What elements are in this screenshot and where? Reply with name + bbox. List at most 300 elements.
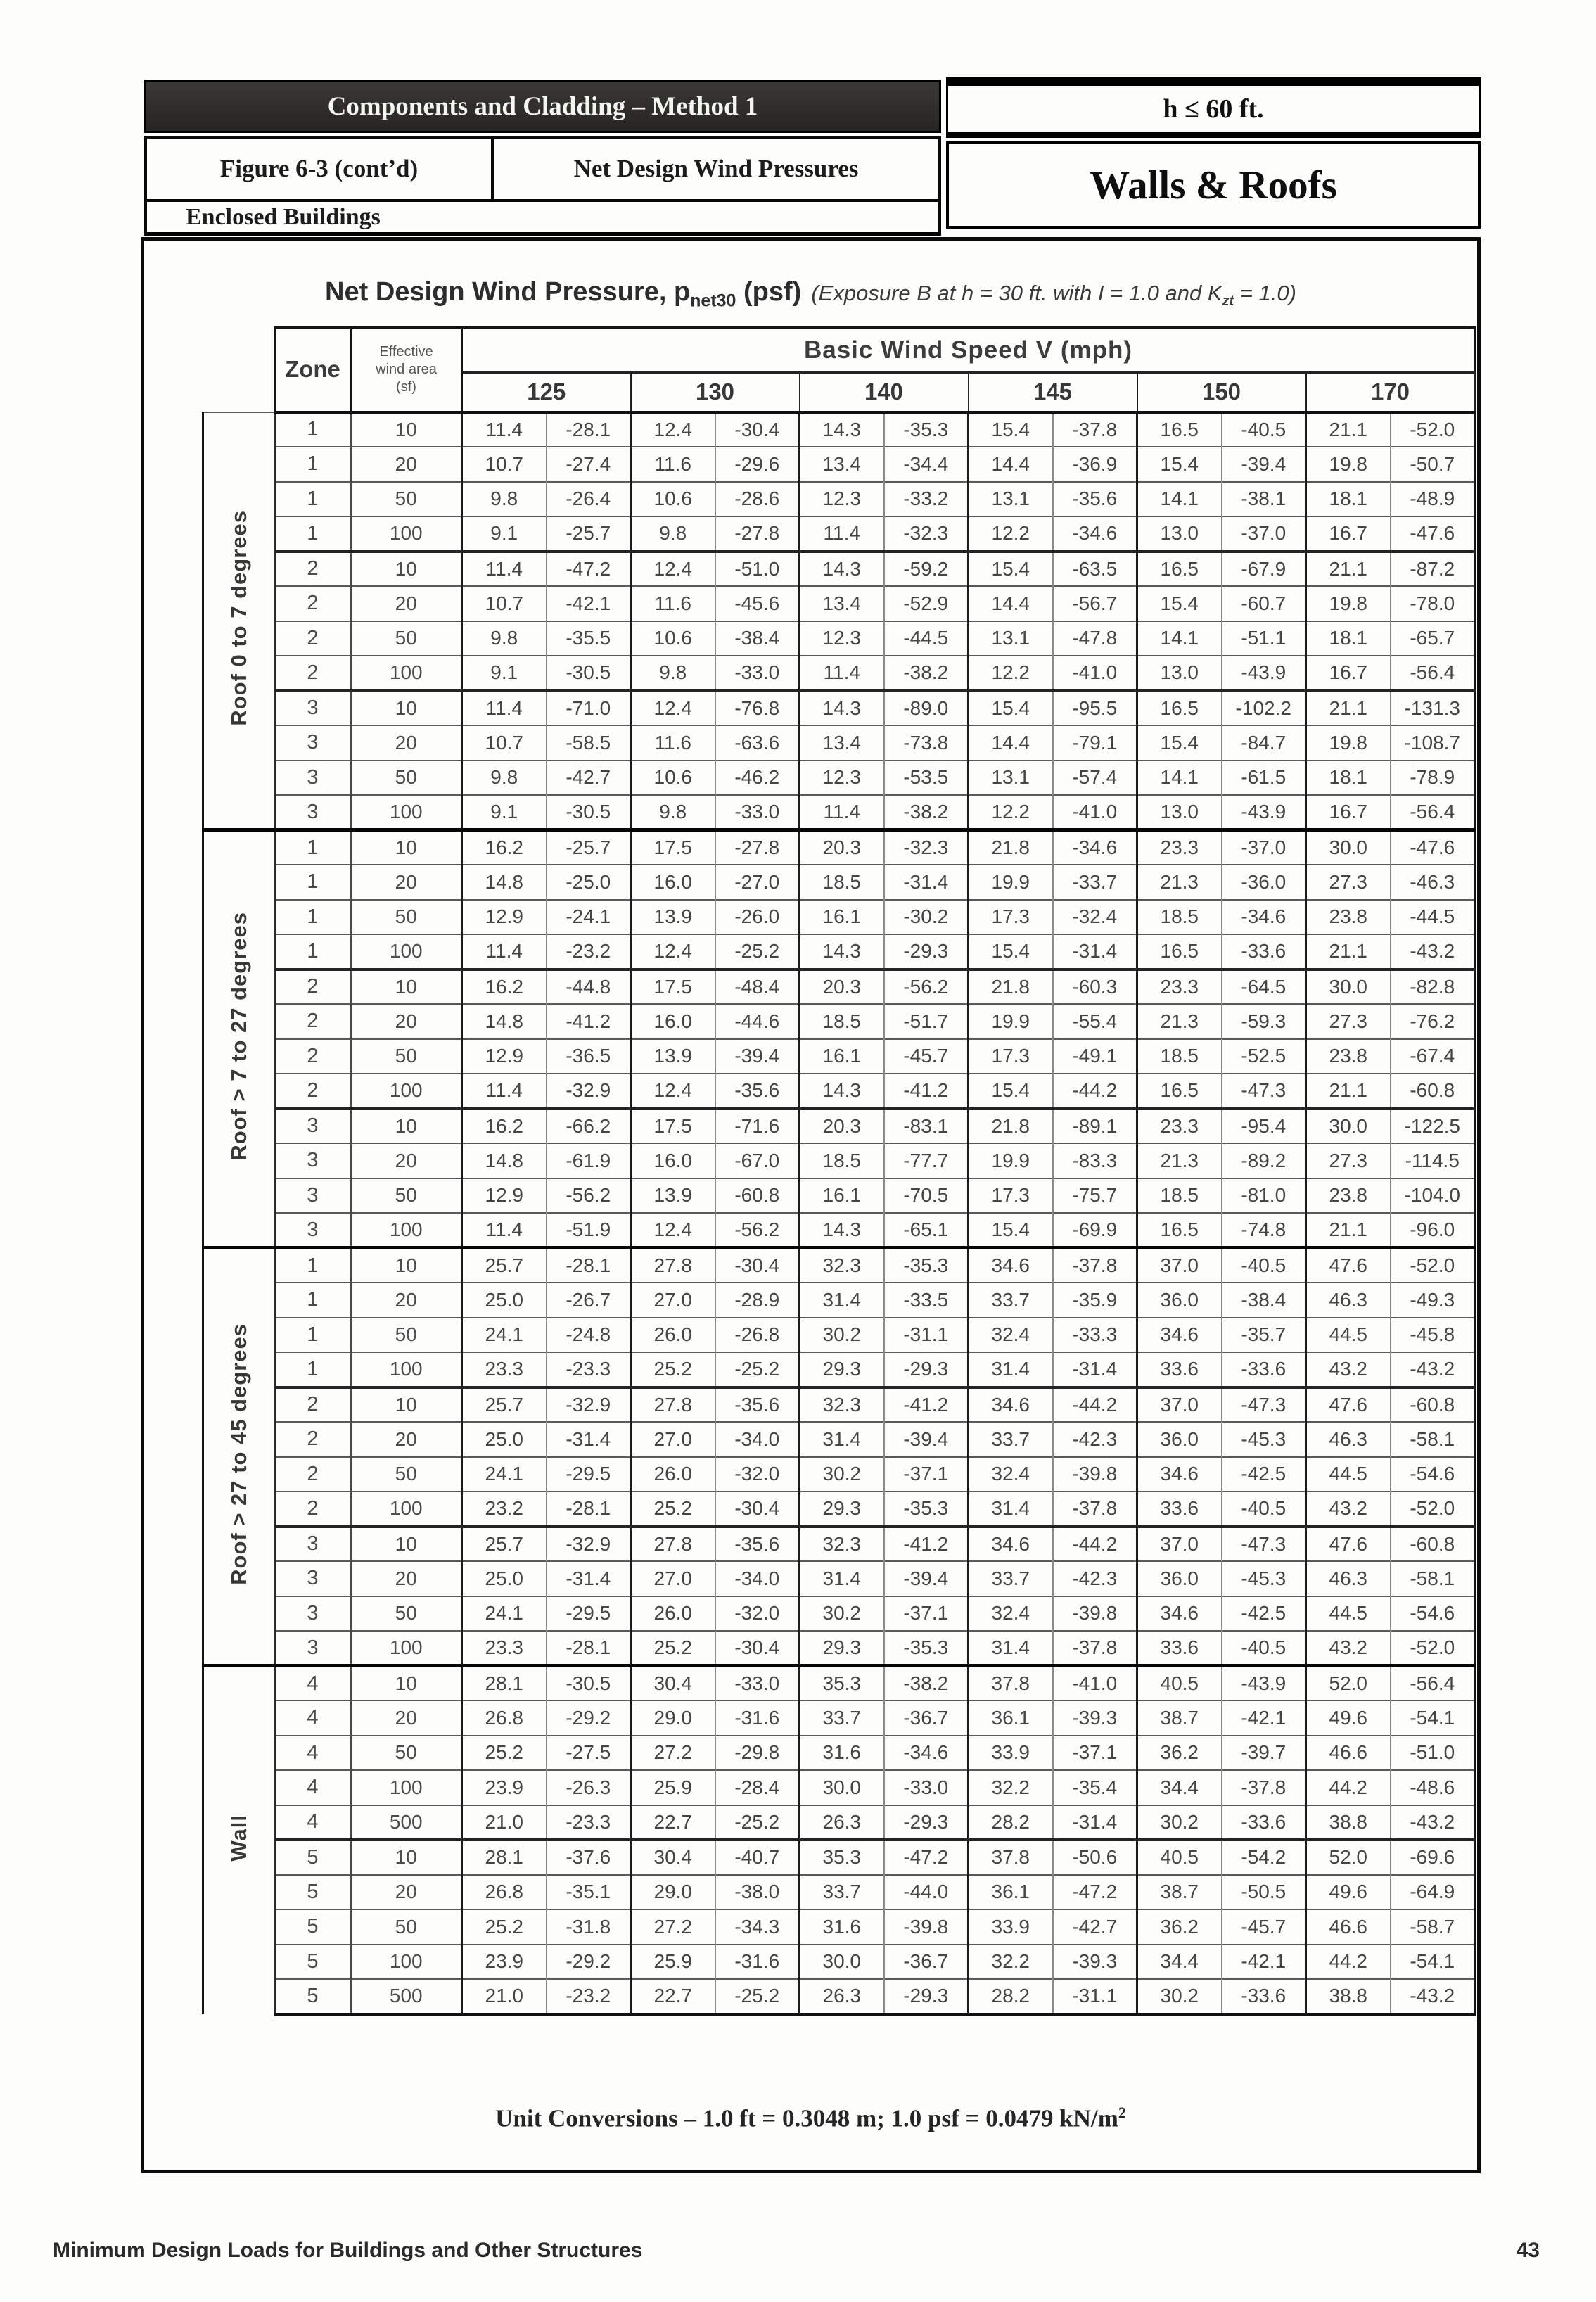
pressure-cell: -46.2 bbox=[715, 761, 800, 796]
pressure-cell: 32.2 bbox=[969, 1770, 1053, 1805]
pressure-cell: 21.1 bbox=[1306, 1074, 1391, 1109]
speed-125: 125 bbox=[462, 373, 631, 412]
pressure-cell: -34.4 bbox=[884, 447, 969, 482]
pressure-cell: -42.1 bbox=[1222, 1700, 1306, 1736]
area-cell: 50 bbox=[351, 1178, 462, 1214]
pressure-cell: 16.5 bbox=[1137, 1074, 1222, 1109]
pressure-cell: 15.4 bbox=[969, 1074, 1053, 1109]
table-row bbox=[203, 830, 1475, 865]
pressure-cell: -54.1 bbox=[1391, 1700, 1475, 1736]
area-cell: 500 bbox=[351, 1979, 462, 2014]
pressure-cell: -34.0 bbox=[715, 1422, 800, 1457]
area-cell: 20 bbox=[351, 1561, 462, 1596]
pressure-cell: -41.2 bbox=[547, 1004, 631, 1039]
pressure-cell: 36.0 bbox=[1137, 1422, 1222, 1457]
pressure-cell: -131.3 bbox=[1391, 691, 1475, 726]
pressure-cell: -30.5 bbox=[547, 1666, 631, 1701]
pressure-cell: 25.0 bbox=[462, 1422, 547, 1457]
pressure-cell: -29.6 bbox=[715, 447, 800, 482]
pressure-cell: -31.4 bbox=[1053, 934, 1137, 969]
table-row bbox=[203, 725, 1475, 761]
pressure-cell: -44.0 bbox=[884, 1875, 969, 1910]
pressure-cell: -89.2 bbox=[1222, 1143, 1306, 1178]
pressure-cell: 47.6 bbox=[1306, 1387, 1391, 1423]
pressure-cell: 22.7 bbox=[631, 1979, 715, 2014]
pressure-cell: 12.4 bbox=[631, 552, 715, 587]
pressure-cell: 23.3 bbox=[1137, 1109, 1222, 1144]
table-row bbox=[203, 1492, 1475, 1527]
pressure-cell: -102.2 bbox=[1222, 691, 1306, 726]
pressure-cell: 52.0 bbox=[1306, 1840, 1391, 1875]
pressure-cell: 31.4 bbox=[800, 1283, 884, 1318]
pressure-cell: 47.6 bbox=[1306, 1527, 1391, 1562]
pressure-cell: -35.6 bbox=[1053, 482, 1137, 517]
pressure-cell: 14.3 bbox=[800, 691, 884, 726]
pressure-cell: -28.6 bbox=[715, 482, 800, 517]
pressure-cell: -95.4 bbox=[1222, 1109, 1306, 1144]
pressure-cell: 16.7 bbox=[1306, 795, 1391, 830]
pressure-cell: -53.5 bbox=[884, 761, 969, 796]
pressure-cell: 21.8 bbox=[969, 830, 1053, 865]
zone-cell: 3 bbox=[275, 1596, 351, 1632]
pressure-cell: 23.8 bbox=[1306, 1039, 1391, 1074]
table-row bbox=[203, 865, 1475, 900]
pressure-cell: 37.8 bbox=[969, 1666, 1053, 1701]
pressure-cell: -47.6 bbox=[1391, 516, 1475, 552]
table-title-condition: (Exposure B at h = 30 ft. with I = 1.0 and $K_{zt} = 1.0$) bbox=[811, 281, 1296, 310]
pressure-cell: -35.6 bbox=[715, 1387, 800, 1423]
pressure-cell: -23.2 bbox=[547, 934, 631, 969]
pressure-cell: -33.7 bbox=[1053, 865, 1137, 900]
pressure-cell: 27.2 bbox=[631, 1736, 715, 1771]
pressure-cell: -48.6 bbox=[1391, 1770, 1475, 1805]
pressure-cell: -30.4 bbox=[715, 1492, 800, 1527]
area-cell: 100 bbox=[351, 1074, 462, 1109]
pressure-cell: -33.3 bbox=[1053, 1318, 1137, 1353]
pressure-cell: 13.1 bbox=[969, 482, 1053, 517]
pressure-cell: -37.0 bbox=[1222, 830, 1306, 865]
method-title: Components and Cladding – Method 1 bbox=[327, 91, 758, 121]
pressure-cell: -43.9 bbox=[1222, 1666, 1306, 1701]
pressure-cell: -34.6 bbox=[1053, 516, 1137, 552]
pressure-cell: -49.1 bbox=[1053, 1039, 1137, 1074]
pressure-cell: 15.4 bbox=[1137, 725, 1222, 761]
pressure-cell: -67.0 bbox=[715, 1143, 800, 1178]
pressure-cell: 33.6 bbox=[1137, 1492, 1222, 1527]
area-cell: 20 bbox=[351, 1143, 462, 1178]
pressure-cell: -30.4 bbox=[715, 1631, 800, 1666]
pressure-cell: -41.0 bbox=[1053, 656, 1137, 691]
pressure-cell: -63.5 bbox=[1053, 552, 1137, 587]
pressure-cell: 21.0 bbox=[462, 1805, 547, 1840]
zone-cell: 1 bbox=[275, 482, 351, 517]
pressure-cell: -47.2 bbox=[547, 552, 631, 587]
pressure-cell: -33.6 bbox=[1222, 1352, 1306, 1387]
pressure-cell: -60.8 bbox=[1391, 1387, 1475, 1423]
pressure-cell: 34.6 bbox=[969, 1387, 1053, 1423]
pressure-cell: 30.2 bbox=[1137, 1979, 1222, 2014]
table-title-subscript: net30 bbox=[690, 291, 736, 311]
pressure-cell: 21.3 bbox=[1137, 1004, 1222, 1039]
pressure-cell: 13.0 bbox=[1137, 516, 1222, 552]
area-cell: 50 bbox=[351, 482, 462, 517]
pressure-cell: -31.4 bbox=[547, 1422, 631, 1457]
pressure-cell: -34.0 bbox=[715, 1561, 800, 1596]
pressure-cell: -44.8 bbox=[547, 969, 631, 1005]
pressure-cell: -56.4 bbox=[1391, 795, 1475, 830]
table-row bbox=[203, 1875, 1475, 1910]
pressure-cell: 11.4 bbox=[462, 412, 547, 447]
section-label-text: Roof > 7 to 27 degrees bbox=[226, 912, 251, 1161]
pressure-cell: 28.1 bbox=[462, 1840, 547, 1875]
pressure-cell: -33.2 bbox=[884, 482, 969, 517]
pressure-cell: 15.4 bbox=[969, 552, 1053, 587]
pressure-cell: 9.1 bbox=[462, 795, 547, 830]
pressure-cell: -38.2 bbox=[884, 656, 969, 691]
pressure-cell: 13.0 bbox=[1137, 795, 1222, 830]
pressure-cell: 10.7 bbox=[462, 586, 547, 621]
pressure-cell: 28.2 bbox=[969, 1979, 1053, 2014]
pressure-cell: -29.3 bbox=[884, 1979, 969, 2014]
pressure-cell: 18.5 bbox=[1137, 1178, 1222, 1214]
pressure-cell: 18.1 bbox=[1306, 621, 1391, 656]
zone-cell: 5 bbox=[275, 1840, 351, 1875]
pressure-cell: -29.2 bbox=[547, 1945, 631, 1980]
pressure-cell: -69.6 bbox=[1391, 1840, 1475, 1875]
pressures-label-box bbox=[491, 136, 941, 202]
pressure-cell: 30.0 bbox=[800, 1770, 884, 1805]
pressure-cell: -25.0 bbox=[547, 865, 631, 900]
table-row bbox=[203, 1318, 1475, 1353]
pressure-cell: -33.5 bbox=[884, 1283, 969, 1318]
pressure-cell: 52.0 bbox=[1306, 1666, 1391, 1701]
pressure-cell: 11.4 bbox=[800, 795, 884, 830]
pressure-cell: -63.6 bbox=[715, 725, 800, 761]
pressure-cell: 21.1 bbox=[1306, 1213, 1391, 1248]
pressure-cell: -48.9 bbox=[1391, 482, 1475, 517]
page-footer-title: Minimum Design Loads for Buildings and Other Structures bbox=[53, 2239, 643, 2262]
area-cell: 50 bbox=[351, 1736, 462, 1771]
pressure-cell: 22.7 bbox=[631, 1805, 715, 1840]
pressure-cell: -30.4 bbox=[715, 1248, 800, 1283]
pressure-cell: -35.6 bbox=[715, 1074, 800, 1109]
table-title-unit: (psf) bbox=[736, 277, 802, 307]
pressure-cell: 44.5 bbox=[1306, 1457, 1391, 1492]
pressure-cell: -40.7 bbox=[715, 1840, 800, 1875]
table-row bbox=[203, 1387, 1475, 1423]
pressure-cell: 16.1 bbox=[800, 1039, 884, 1074]
pressure-cell: -32.9 bbox=[547, 1074, 631, 1109]
pressure-cell: 27.8 bbox=[631, 1387, 715, 1423]
zone-cell: 3 bbox=[275, 761, 351, 796]
pressure-cell: 19.9 bbox=[969, 1004, 1053, 1039]
pressure-cell: 46.6 bbox=[1306, 1909, 1391, 1945]
height-limit: h ≤ 60 ft. bbox=[1163, 94, 1264, 124]
pressure-cell: 13.1 bbox=[969, 761, 1053, 796]
pressure-cell: -40.5 bbox=[1222, 412, 1306, 447]
pressure-cell: 12.3 bbox=[800, 621, 884, 656]
figure-label: Figure 6-3 (cont’d) bbox=[219, 155, 419, 182]
pressure-cell: 16.2 bbox=[462, 1109, 547, 1144]
pressure-cell: 30.0 bbox=[800, 1945, 884, 1980]
pressure-cell: -82.8 bbox=[1391, 969, 1475, 1005]
pressure-cell: -27.0 bbox=[715, 865, 800, 900]
pressure-cell: 36.0 bbox=[1137, 1283, 1222, 1318]
speed-150: 150 bbox=[1137, 373, 1306, 412]
pressure-cell: 23.3 bbox=[1137, 830, 1222, 865]
pressure-cell: 12.3 bbox=[800, 482, 884, 517]
pressure-cell: -52.0 bbox=[1391, 1492, 1475, 1527]
pressure-cell: -54.6 bbox=[1391, 1457, 1475, 1492]
pressure-cell: -76.8 bbox=[715, 691, 800, 726]
pressure-cell: 27.3 bbox=[1306, 1143, 1391, 1178]
pressure-cell: 14.1 bbox=[1137, 761, 1222, 796]
pressure-cell: 16.5 bbox=[1137, 1213, 1222, 1248]
pressure-cell: -30.5 bbox=[547, 795, 631, 830]
pressure-cell: -66.2 bbox=[547, 1109, 631, 1144]
zone-cell: 3 bbox=[275, 1561, 351, 1596]
pressure-cell: 26.8 bbox=[462, 1700, 547, 1736]
pressure-cell: -32.4 bbox=[1053, 900, 1137, 935]
pressure-cell: 11.4 bbox=[800, 516, 884, 552]
pressure-cell: -58.1 bbox=[1391, 1561, 1475, 1596]
zone-cell: 2 bbox=[275, 1422, 351, 1457]
area-cell: 20 bbox=[351, 447, 462, 482]
pressure-cell: -24.1 bbox=[547, 900, 631, 935]
pressure-cell: -28.1 bbox=[547, 1248, 631, 1283]
area-cell: 100 bbox=[351, 1945, 462, 1980]
speed-145: 145 bbox=[969, 373, 1137, 412]
pressure-cell: 28.1 bbox=[462, 1666, 547, 1701]
section-label bbox=[203, 1248, 275, 1666]
pressure-cell: 13.9 bbox=[631, 1178, 715, 1214]
pressure-cell: -45.6 bbox=[715, 586, 800, 621]
pressure-cell: 31.4 bbox=[969, 1352, 1053, 1387]
pressure-cell: -47.3 bbox=[1222, 1074, 1306, 1109]
table-title-prefix: Net Design Wind Pressure, p bbox=[325, 277, 691, 307]
pressure-cell: -25.2 bbox=[715, 934, 800, 969]
pressure-cell: 24.1 bbox=[462, 1318, 547, 1353]
pressure-cell: 33.7 bbox=[969, 1283, 1053, 1318]
pressure-cell: 17.3 bbox=[969, 900, 1053, 935]
pressure-cell: 15.4 bbox=[1137, 586, 1222, 621]
building-label: Enclosed Buildings bbox=[186, 203, 381, 230]
pressure-cell: 11.4 bbox=[462, 934, 547, 969]
pressure-cell: 37.0 bbox=[1137, 1387, 1222, 1423]
pressure-cell: 25.2 bbox=[462, 1909, 547, 1945]
area-cell: 20 bbox=[351, 725, 462, 761]
pressure-cell: -55.4 bbox=[1053, 1004, 1137, 1039]
zone-cell: 4 bbox=[275, 1666, 351, 1701]
pressure-cell: -33.6 bbox=[1222, 1979, 1306, 2014]
zone-cell: 2 bbox=[275, 1387, 351, 1423]
pressure-cell: -65.7 bbox=[1391, 621, 1475, 656]
pressure-cell: -26.0 bbox=[715, 900, 800, 935]
pressure-cell: -37.8 bbox=[1222, 1770, 1306, 1805]
unit-conversions: Unit Conversions – 1.0 ft = 0.3048 m; 1.0 psf = 0.0479 $kN/m^2$ bbox=[495, 2104, 1126, 2132]
pressure-cell: 14.4 bbox=[969, 447, 1053, 482]
pressure-cell: -69.9 bbox=[1053, 1213, 1137, 1248]
pressure-cell: -37.1 bbox=[884, 1596, 969, 1632]
pressure-cell: -44.2 bbox=[1053, 1074, 1137, 1109]
pressure-cell: -87.2 bbox=[1391, 552, 1475, 587]
pressure-cell: -34.6 bbox=[1222, 900, 1306, 935]
pressure-cell: 14.1 bbox=[1137, 482, 1222, 517]
pressure-cell: 23.3 bbox=[462, 1631, 547, 1666]
pressure-cell: -67.9 bbox=[1222, 552, 1306, 587]
pressure-cell: -108.7 bbox=[1391, 725, 1475, 761]
pressure-cell: 40.5 bbox=[1137, 1666, 1222, 1701]
pressure-cell: 14.3 bbox=[800, 412, 884, 447]
pressure-cell: -38.0 bbox=[715, 1875, 800, 1910]
pressure-cell: 23.8 bbox=[1306, 1178, 1391, 1214]
pressure-cell: -35.6 bbox=[715, 1527, 800, 1562]
pressure-cell: -34.6 bbox=[1053, 830, 1137, 865]
pressure-cell: -52.5 bbox=[1222, 1039, 1306, 1074]
area-cell: 100 bbox=[351, 934, 462, 969]
table-row bbox=[203, 1770, 1475, 1805]
pressure-cell: -26.3 bbox=[547, 1770, 631, 1805]
pressure-cell: -42.1 bbox=[547, 586, 631, 621]
table-row bbox=[203, 1561, 1475, 1596]
pressure-cell: 46.6 bbox=[1306, 1736, 1391, 1771]
pressure-cell: 16.7 bbox=[1306, 656, 1391, 691]
pressure-cell: 19.9 bbox=[969, 865, 1053, 900]
pressure-cell: -38.4 bbox=[715, 621, 800, 656]
zone-cell: 3 bbox=[275, 1178, 351, 1214]
table-row bbox=[203, 934, 1475, 969]
pressure-cell: 9.8 bbox=[462, 761, 547, 796]
pressure-cell: -45.7 bbox=[1222, 1909, 1306, 1945]
pressure-cell: 23.9 bbox=[462, 1945, 547, 1980]
pressure-cell: -40.5 bbox=[1222, 1631, 1306, 1666]
zone-cell: 1 bbox=[275, 447, 351, 482]
section-label-text: Wall bbox=[226, 1814, 251, 1862]
area-cell: 50 bbox=[351, 761, 462, 796]
pressure-cell: 38.7 bbox=[1137, 1875, 1222, 1910]
pressure-cell: 33.6 bbox=[1137, 1631, 1222, 1666]
pressure-cell: -37.6 bbox=[547, 1840, 631, 1875]
pressure-cell: 14.8 bbox=[462, 865, 547, 900]
area-cell: 100 bbox=[351, 1492, 462, 1527]
pressure-cell: -35.9 bbox=[1053, 1283, 1137, 1318]
pressure-cell: 30.0 bbox=[1306, 969, 1391, 1005]
pressure-cell: -44.5 bbox=[884, 621, 969, 656]
pressure-cell: -47.3 bbox=[1222, 1387, 1306, 1423]
table-row bbox=[203, 1909, 1475, 1945]
pressure-cell: -39.8 bbox=[884, 1909, 969, 1945]
pressure-cell: -35.3 bbox=[884, 1248, 969, 1283]
pressure-cell: 14.8 bbox=[462, 1143, 547, 1178]
pressure-cell: 31.4 bbox=[969, 1631, 1053, 1666]
zone-cell: 5 bbox=[275, 1979, 351, 2014]
pressure-cell: -74.8 bbox=[1222, 1213, 1306, 1248]
area-cell: 10 bbox=[351, 691, 462, 726]
pressure-cell: 20.3 bbox=[800, 830, 884, 865]
pressure-cell: -39.8 bbox=[1053, 1596, 1137, 1632]
pressure-cell: 23.8 bbox=[1306, 900, 1391, 935]
pressure-cell: 12.4 bbox=[631, 691, 715, 726]
pressure-cell: 29.0 bbox=[631, 1875, 715, 1910]
pressure-cell: 38.7 bbox=[1137, 1700, 1222, 1736]
pressure-cell: 32.3 bbox=[800, 1248, 884, 1283]
pressure-cell: 16.0 bbox=[631, 865, 715, 900]
zone-cell: 3 bbox=[275, 725, 351, 761]
pressure-cell: -31.8 bbox=[547, 1909, 631, 1945]
pressure-cell: 20.3 bbox=[800, 1109, 884, 1144]
pressure-cell: -30.5 bbox=[547, 656, 631, 691]
pressure-cell: -42.3 bbox=[1053, 1422, 1137, 1457]
pressure-cell: 27.0 bbox=[631, 1283, 715, 1318]
figure-frame bbox=[141, 237, 1481, 2173]
area-cell: 10 bbox=[351, 1666, 462, 1701]
pressure-cell: -75.7 bbox=[1053, 1178, 1137, 1214]
pressure-cell: 44.5 bbox=[1306, 1596, 1391, 1632]
pressure-cell: 46.3 bbox=[1306, 1422, 1391, 1457]
pressure-cell: -73.8 bbox=[884, 725, 969, 761]
table-row bbox=[203, 795, 1475, 830]
area-header: Effective wind area (sf) bbox=[351, 328, 462, 412]
pressure-cell: 13.9 bbox=[631, 1039, 715, 1074]
table-title bbox=[144, 277, 1477, 312]
pressure-cell: 33.9 bbox=[969, 1736, 1053, 1771]
pressure-cell: 16.0 bbox=[631, 1004, 715, 1039]
area-cell: 50 bbox=[351, 1596, 462, 1632]
pressure-cell: -35.3 bbox=[884, 1631, 969, 1666]
pressure-cell: -40.5 bbox=[1222, 1248, 1306, 1283]
pressure-cell: -47.2 bbox=[1053, 1875, 1137, 1910]
table-row bbox=[203, 1666, 1475, 1701]
table-row bbox=[203, 586, 1475, 621]
pressure-cell: -31.6 bbox=[715, 1700, 800, 1736]
pressure-cell: 37.8 bbox=[969, 1840, 1053, 1875]
pressure-cell: -51.9 bbox=[547, 1213, 631, 1248]
pressure-cell: 21.1 bbox=[1306, 412, 1391, 447]
pressure-cell: -37.1 bbox=[1053, 1736, 1137, 1771]
pressure-cell: -44.5 bbox=[1391, 900, 1475, 935]
pressure-cell: 34.6 bbox=[1137, 1457, 1222, 1492]
zone-cell: 2 bbox=[275, 1457, 351, 1492]
area-cell: 20 bbox=[351, 865, 462, 900]
pressure-cell: 25.7 bbox=[462, 1387, 547, 1423]
pressure-cell: -45.3 bbox=[1222, 1422, 1306, 1457]
pressure-cell: 11.4 bbox=[462, 552, 547, 587]
pressure-cell: -36.9 bbox=[1053, 447, 1137, 482]
zone-cell: 4 bbox=[275, 1736, 351, 1771]
area-cell: 100 bbox=[351, 656, 462, 691]
zone-header: Zone bbox=[275, 328, 351, 412]
pressure-cell: 10.6 bbox=[631, 621, 715, 656]
pressure-cell: 26.0 bbox=[631, 1318, 715, 1353]
pressure-cell: -42.3 bbox=[1053, 1561, 1137, 1596]
pressure-cell: -43.9 bbox=[1222, 656, 1306, 691]
pressure-cell: 33.7 bbox=[800, 1875, 884, 1910]
table-row bbox=[203, 1004, 1475, 1039]
pressure-cell: 27.2 bbox=[631, 1909, 715, 1945]
area-cell: 10 bbox=[351, 552, 462, 587]
pressure-cell: 16.2 bbox=[462, 830, 547, 865]
pressure-cell: 23.3 bbox=[462, 1352, 547, 1387]
pressure-cell: 25.2 bbox=[631, 1492, 715, 1527]
pressure-cell: -31.4 bbox=[1053, 1805, 1137, 1840]
pressure-cell: -27.8 bbox=[715, 516, 800, 552]
pressure-cell: 32.2 bbox=[969, 1945, 1053, 1980]
pressure-cell: -38.2 bbox=[884, 1666, 969, 1701]
pressure-cell: -71.6 bbox=[715, 1109, 800, 1144]
area-cell: 100 bbox=[351, 1770, 462, 1805]
pressure-cell: -34.3 bbox=[715, 1909, 800, 1945]
scope-label: Walls & Roofs bbox=[1090, 163, 1337, 208]
